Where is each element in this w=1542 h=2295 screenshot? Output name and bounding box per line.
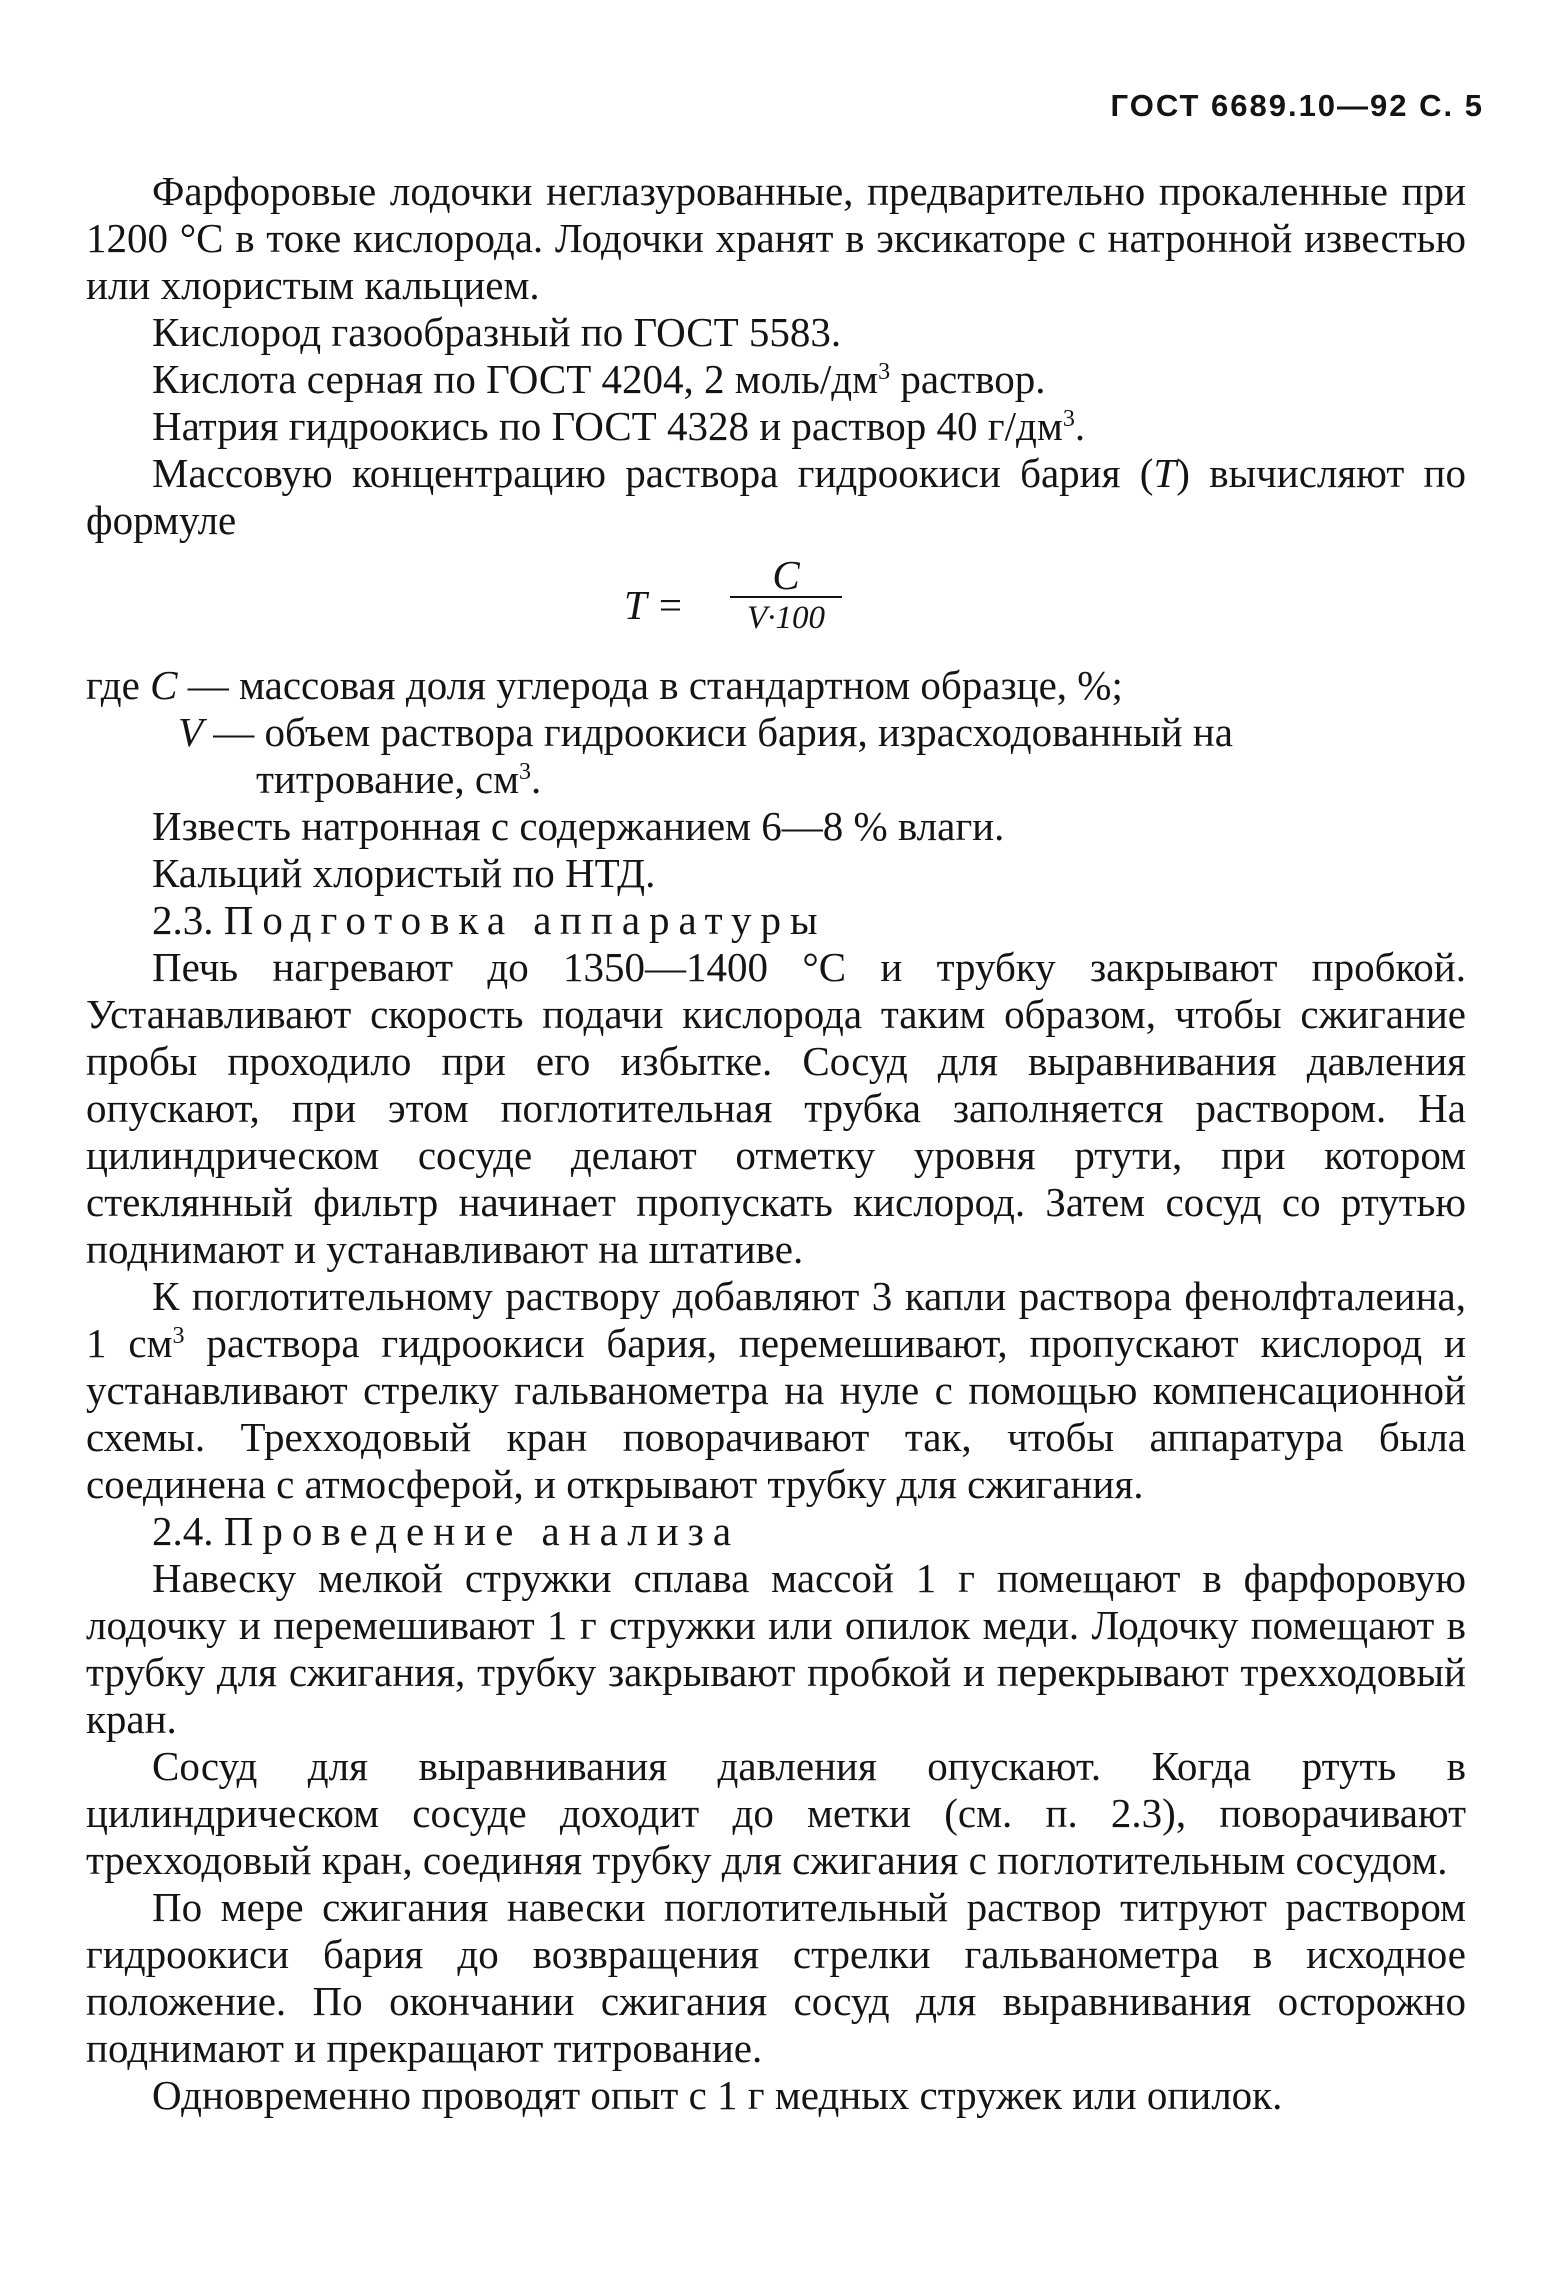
text-run: ) вычисляют по формуле xyxy=(86,450,1466,543)
paragraph-titration: По мере сжигания навески поглотительный раствор титруют раствором гидроокиси бария до возвращения стрелки гальванометра в исходное положение. По окончании сжигания сосуд для выравнивания осторожно поднимают и прекращают титрование. xyxy=(86,1884,1466,2071)
text-run: раствора гидроокиси бария, перемешивают, пропускают кислород и устанавливают стрелку гальванометра на нуле с помощью компенсационной схемы. Трехходовый кран поворачивают так, чтобы аппаратура была соединена с атмосферой, и открывают трубку для сжигания. xyxy=(86,1320,1466,1507)
text-run: Натрия гидроокись по ГОСТ 4328 и раствор 40 г/дм xyxy=(152,403,1063,449)
paragraph-sodium-hydroxide xyxy=(86,403,1466,450)
variable-t: T xyxy=(1153,450,1177,496)
variable-c: C xyxy=(150,662,178,708)
paragraph-sample-weighing: Навеску мелкой стружки сплава массой 1 г помещают в фарфоровую лодочку и перемешивают 1 г стружки или опилок меди. Лодочку помещают в трубку для сжигания, трубку закрывают пробкой и перекрывают трехходовый кран. xyxy=(86,1555,1466,1742)
formula-fraction xyxy=(726,552,846,638)
definition-v-continued xyxy=(86,756,1466,803)
text-run: Массовую концентрацию раствора гидроокиси бария ( xyxy=(152,450,1154,496)
where-word: где xyxy=(86,662,140,708)
section-number: 2.3. xyxy=(152,897,214,943)
variable-v: V xyxy=(178,709,204,755)
text-run: К поглотительному раствору добавляют 3 капли раствора фенолфталеина, 1 см xyxy=(86,1273,1466,1366)
paragraph-absorption-solution xyxy=(86,1273,1466,1508)
paragraph-sulfuric-acid xyxy=(86,356,1466,403)
document-body xyxy=(86,168,1466,2119)
formula-lhs: T = xyxy=(624,582,684,628)
definition-v xyxy=(86,709,1466,756)
superscript: 3 xyxy=(519,759,532,785)
text-run: раствор. xyxy=(890,356,1046,402)
formula-numerator: C xyxy=(772,552,800,598)
section-heading-2-3 xyxy=(86,897,1466,944)
paragraph-pressure-vessel: Сосуд для выравнивания давления опускают. Когда ртуть в цилиндрическом сосуде доходит до метки (см. п. 2.3), поворачивают трехходовый кран, соединяя трубку для сжигания с поглотительным сосудом. xyxy=(86,1743,1466,1883)
section-title: Проведение анализа xyxy=(223,1508,741,1554)
section-title: Подготовка аппаратуры xyxy=(223,897,827,943)
superscript: 3 xyxy=(1062,406,1075,432)
section-heading-2-4 xyxy=(86,1508,1466,1555)
superscript: 3 xyxy=(878,359,891,385)
text-run: Кислота серная по ГОСТ 4204, 2 моль/дм xyxy=(152,356,879,402)
paragraph-oxygen: Кислород газообразный по ГОСТ 5583. xyxy=(152,309,842,355)
paragraph-soda-lime: Известь натронная с содержанием 6—8 % влаги. xyxy=(152,803,1005,849)
paragraph-porcelain-boats: Фарфоровые лодочки неглазурованные, предварительно прокаленные при 1200 °С в токе кислорода. Лодочки хранят в эксикаторе с натронной известью или хлористым кальцием. xyxy=(86,168,1466,308)
paragraph-calcium-chloride: Кальций хлористый по НТД. xyxy=(152,850,656,896)
text-run: — объем раствора гидроокиси бария, израсходованный на xyxy=(203,709,1233,755)
page-header: ГОСТ 6689.10—92 С. 5 xyxy=(1110,88,1484,123)
definition-c xyxy=(86,662,1466,709)
text-run: . xyxy=(531,756,542,802)
formula xyxy=(86,550,1466,662)
text-run: титрование, см xyxy=(256,756,520,802)
paragraph-blank-test: Одновременно проводят опыт с 1 г медных стружек или опилок. xyxy=(152,2072,1283,2118)
formula-denominator: V·100 xyxy=(747,600,825,636)
paragraph-mass-concentration xyxy=(86,450,1466,544)
superscript: 3 xyxy=(172,1323,185,1349)
section-number: 2.4. xyxy=(152,1508,214,1554)
paragraph-furnace-preparation: Печь нагревают до 1350—1400 °С и трубку закрывают пробкой. Устанавливают скорость подачи кислорода таким образом, чтобы сжигание пробы проходило при его избытке. Сосуд для выравнивания давления опускают, при этом поглотительная трубка заполняется раствором. На цилиндрическом сосуде делают отметку уровня ртути, при котором стеклянный фильтр начинает пропускать кислород. Затем сосуд со ртутью поднимают и устанавливают на штативе. xyxy=(86,944,1466,1272)
text-run: — массовая доля углерода в стандартном образце, %; xyxy=(177,662,1123,708)
text-run: . xyxy=(1074,403,1086,449)
